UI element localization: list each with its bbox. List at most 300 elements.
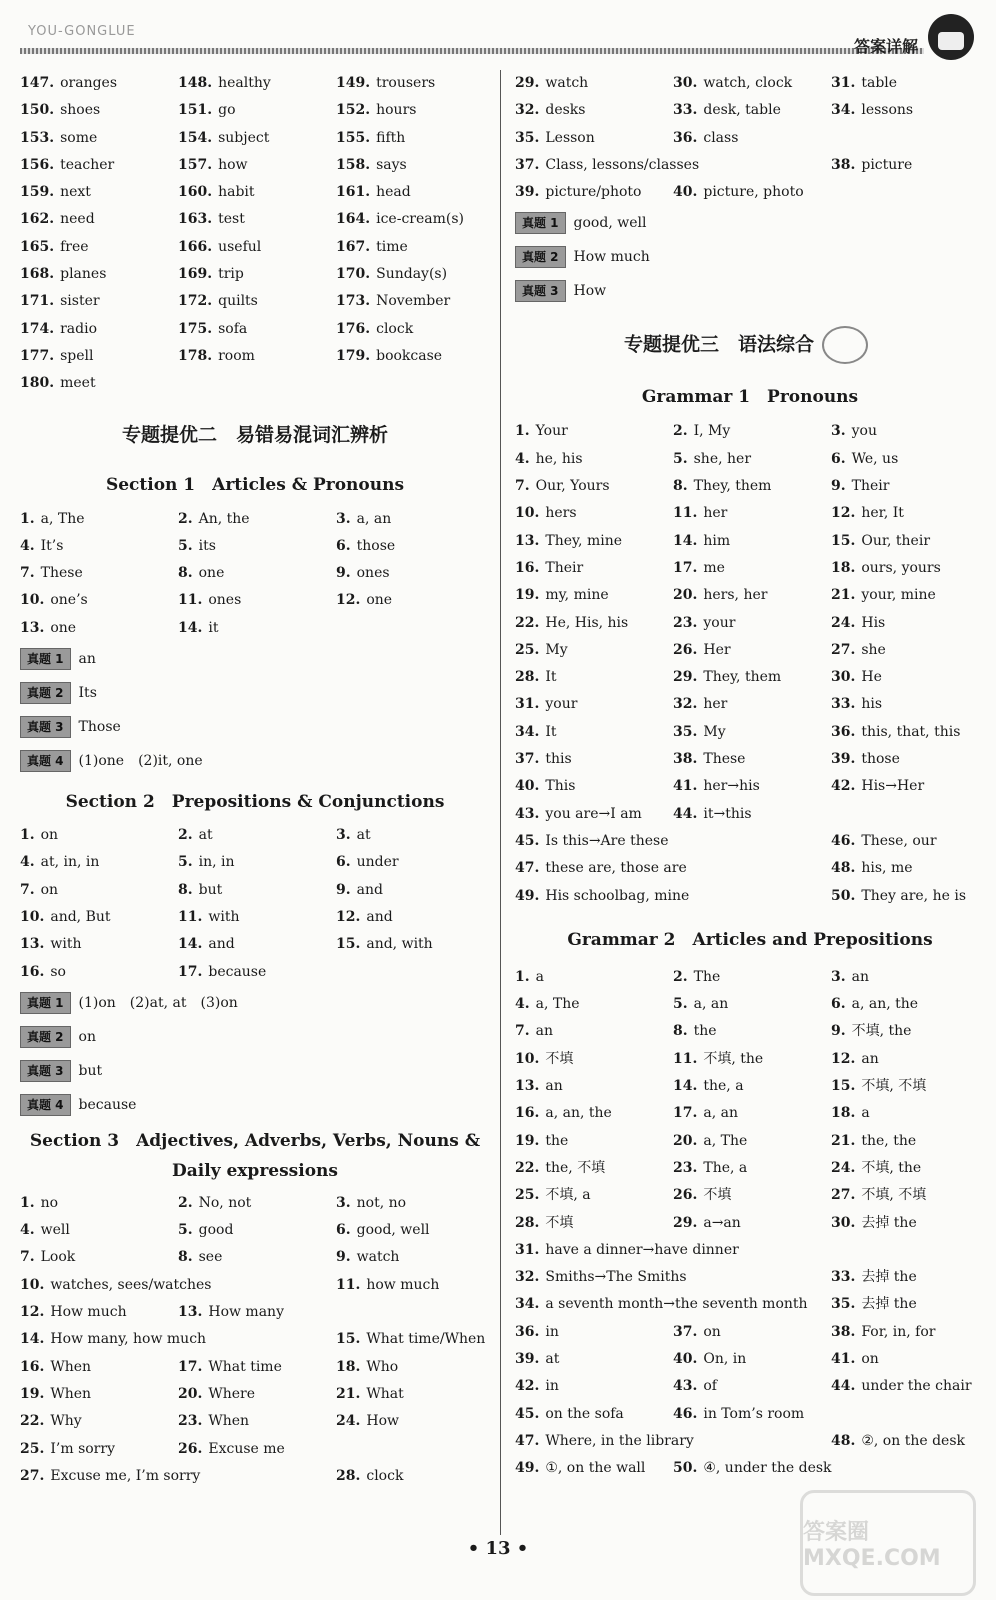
answer-number: 37. xyxy=(515,751,540,768)
answer-item xyxy=(515,1100,673,1127)
answer-number: 41. xyxy=(673,778,698,795)
section1-title: Section 1 Articles & Pronouns xyxy=(105,474,405,495)
answer-number: 43. xyxy=(515,805,540,822)
answer-item xyxy=(178,70,336,97)
answer-text: Who xyxy=(366,1358,399,1375)
answer-item xyxy=(336,179,490,206)
answer-number: 167. xyxy=(336,238,371,255)
answer-number: 4. xyxy=(20,854,35,871)
answer-item xyxy=(831,1018,985,1045)
answer-item xyxy=(20,179,178,206)
exam-answer-row xyxy=(20,986,490,1020)
answer-number: 6. xyxy=(336,1222,351,1239)
answer-number: 21. xyxy=(831,587,856,604)
answer-text: time xyxy=(376,238,408,255)
answer-number: 14. xyxy=(673,1078,698,1095)
answer-text: on the sofa xyxy=(545,1405,624,1422)
section2-exam-answers xyxy=(20,986,490,1122)
answer-item xyxy=(178,288,336,315)
answer-item xyxy=(673,1182,831,1209)
answer-item xyxy=(336,1354,490,1381)
answer-item xyxy=(336,904,490,931)
answer-number: 3. xyxy=(831,968,846,985)
answer-text: What time/When xyxy=(366,1331,486,1348)
answer-item xyxy=(336,1272,490,1299)
answer-number: 22. xyxy=(20,1413,45,1430)
answer-item xyxy=(178,261,336,288)
answer-text: a, an, the xyxy=(851,996,919,1013)
answer-text: under xyxy=(356,854,399,871)
answer-item xyxy=(20,1463,336,1490)
right-column xyxy=(515,70,985,1482)
exam-answer-text: Its xyxy=(78,685,97,702)
answer-number: 34. xyxy=(515,723,540,740)
exam-answer-row xyxy=(20,1054,490,1088)
answer-item xyxy=(515,1291,831,1318)
answer-item xyxy=(831,664,985,691)
exam-tag-badge: 真题 2 xyxy=(20,1026,71,1048)
answer-item xyxy=(336,822,490,849)
answer-item xyxy=(178,1190,336,1217)
answer-text: healthy xyxy=(218,75,271,91)
answer-item xyxy=(831,1182,985,1209)
answer-number: 170. xyxy=(336,266,371,283)
answer-number: 44. xyxy=(673,805,698,822)
answer-text: My xyxy=(545,641,568,658)
answer-text: you are→I am xyxy=(545,805,642,822)
answer-item xyxy=(336,261,490,288)
answer-item xyxy=(673,1128,831,1155)
answer-number: 14. xyxy=(178,936,203,953)
answer-item xyxy=(20,615,178,642)
exam-tag-badge: 真题 4 xyxy=(20,1094,71,1116)
answer-text: him xyxy=(703,532,731,549)
answer-item xyxy=(673,473,831,500)
answer-number: 15. xyxy=(831,532,856,549)
answer-text: Their xyxy=(851,478,890,495)
answer-text: He xyxy=(861,669,882,686)
answer-number: 31. xyxy=(515,696,540,713)
answer-item xyxy=(20,316,178,343)
answer-item xyxy=(673,1100,831,1127)
answer-text: she xyxy=(861,641,886,658)
answer-item xyxy=(178,97,336,124)
answer-number: 1. xyxy=(20,1194,35,1211)
answer-number: 36. xyxy=(831,723,856,740)
answer-text: the, 不填 xyxy=(545,1159,606,1176)
answer-item xyxy=(20,959,178,986)
answer-item xyxy=(515,1455,673,1482)
section-title-2: 专题提优二 易错易混词汇辨析 xyxy=(121,423,388,446)
answer-number: 6. xyxy=(336,854,351,871)
answer-text: Look xyxy=(40,1249,76,1266)
answer-item xyxy=(515,1182,673,1209)
answer-item xyxy=(336,560,490,587)
answer-number: 29. xyxy=(515,75,540,91)
answer-number: 19. xyxy=(515,587,540,604)
answer-number: 46. xyxy=(673,1405,698,1422)
answer-text: it xyxy=(208,619,219,636)
answer-text: not, no xyxy=(356,1194,407,1211)
answer-item xyxy=(178,560,336,587)
answer-text: its xyxy=(198,537,216,554)
answer-text: ones xyxy=(356,565,390,582)
answer-item xyxy=(673,528,831,555)
exam-tag-badge: 真题 2 xyxy=(20,682,71,704)
answer-text: trousers xyxy=(376,75,436,91)
answer-text: 去掉 the xyxy=(861,1269,917,1286)
answer-number: 30. xyxy=(673,75,698,91)
answer-number: 168. xyxy=(20,266,55,283)
section-title-3 xyxy=(515,326,985,362)
answer-text: with xyxy=(208,908,240,925)
exam-answer-text: (1)one (2)it, one xyxy=(78,753,203,770)
answer-item xyxy=(673,1319,831,1346)
answer-item xyxy=(20,125,178,152)
answer-number: 42. xyxy=(515,1378,540,1395)
answer-item xyxy=(831,1100,985,1127)
answer-text: The xyxy=(693,968,721,985)
answer-number: 11. xyxy=(336,1276,361,1293)
answer-number: 34. xyxy=(831,102,856,119)
answer-text: These, our xyxy=(861,832,937,849)
answer-item xyxy=(336,97,490,124)
exam-tag-badge: 真题 3 xyxy=(515,280,566,302)
answer-number: 18. xyxy=(831,559,856,576)
answer-text: clock xyxy=(376,320,414,337)
answer-item xyxy=(673,1073,831,1100)
answer-item xyxy=(831,1346,985,1373)
answer-number: 30. xyxy=(831,1214,856,1231)
answer-text: at xyxy=(356,827,371,844)
answer-number: 1. xyxy=(515,968,530,985)
exam-answers-top xyxy=(515,206,985,308)
answer-item xyxy=(336,849,490,876)
answer-text: it→this xyxy=(703,805,752,822)
answer-item xyxy=(515,773,673,800)
answer-text: his xyxy=(861,696,883,713)
answer-text: a, The xyxy=(40,510,85,527)
answer-item xyxy=(831,964,985,991)
answer-item xyxy=(20,1436,178,1463)
answer-number: 7. xyxy=(20,565,35,582)
answer-text: her xyxy=(703,696,728,713)
answer-item xyxy=(20,343,178,370)
answer-number: 12. xyxy=(336,908,361,925)
answer-item xyxy=(515,582,673,609)
answer-text: so xyxy=(50,963,66,980)
answer-number: 38. xyxy=(831,156,856,173)
exam-answer-text: Those xyxy=(78,719,121,736)
answer-number: 27. xyxy=(20,1467,45,1484)
answer-text: teacher xyxy=(60,156,115,173)
answer-text: one xyxy=(366,592,393,609)
answer-text: a, an xyxy=(703,1105,738,1122)
answer-item xyxy=(20,904,178,931)
answer-text: an xyxy=(851,968,869,985)
answer-number: 9. xyxy=(336,565,351,582)
answer-item xyxy=(178,1299,490,1326)
answer-item xyxy=(515,1073,673,1100)
answer-number: 31. xyxy=(515,1241,540,1258)
answer-text: trip xyxy=(218,266,244,283)
answer-number: 12. xyxy=(831,505,856,522)
answer-item xyxy=(178,877,336,904)
answer-number: 25. xyxy=(515,1187,540,1204)
answer-item xyxy=(178,587,336,614)
answer-item xyxy=(515,610,673,637)
answer-number: 1. xyxy=(515,423,530,440)
answer-text: a, an xyxy=(693,996,729,1013)
answer-item xyxy=(673,97,831,124)
answer-item xyxy=(515,719,673,746)
exam-answer-text: because xyxy=(78,1096,137,1113)
answer-text: clock xyxy=(366,1467,404,1484)
answer-item xyxy=(831,1155,985,1182)
answer-number: 43. xyxy=(673,1378,698,1395)
answer-text: you xyxy=(851,423,877,440)
answer-text: her→his xyxy=(703,778,760,795)
answer-text: at, in, in xyxy=(40,854,100,871)
answer-text: ours, yours xyxy=(861,559,941,576)
answer-number: 35. xyxy=(673,723,698,740)
answer-number: 4. xyxy=(515,996,530,1013)
exam-answer-row xyxy=(20,710,490,744)
answer-text: but xyxy=(198,881,223,898)
answer-number: 11. xyxy=(673,1050,698,1067)
answer-number: 14. xyxy=(673,532,698,549)
answer-item xyxy=(336,877,490,904)
answer-text: For, in, for xyxy=(861,1323,936,1340)
answer-text: Excuse me xyxy=(208,1440,285,1457)
answer-text: at xyxy=(545,1350,560,1367)
answer-text: this xyxy=(545,751,572,768)
answer-number: 47. xyxy=(515,1432,540,1449)
answer-item xyxy=(178,959,336,986)
answer-item xyxy=(515,1401,673,1428)
answer-item xyxy=(515,70,673,97)
answer-item xyxy=(515,1128,673,1155)
answer-item xyxy=(831,1210,985,1237)
answer-text: her, It xyxy=(861,505,904,522)
answer-number: 13. xyxy=(20,936,45,953)
answer-text: head xyxy=(376,184,411,201)
answer-number: 6. xyxy=(831,996,846,1013)
answer-item xyxy=(20,288,178,315)
answer-text: 不填 xyxy=(545,1214,574,1231)
exam-answer-text: How much xyxy=(573,249,650,266)
answer-text: under the chair xyxy=(861,1378,972,1395)
answer-text: They, mine xyxy=(545,532,623,549)
answer-number: 37. xyxy=(515,156,540,173)
answer-item xyxy=(178,822,336,849)
answer-item xyxy=(515,883,831,910)
answer-number: 9. xyxy=(336,881,351,898)
answer-number: 7. xyxy=(515,1023,530,1040)
answer-number: 12. xyxy=(336,592,361,609)
answer-number: 28. xyxy=(515,669,540,686)
answer-text: need xyxy=(60,211,95,228)
answer-number: 3. xyxy=(831,423,846,440)
exam-answer-row xyxy=(20,1088,490,1122)
answer-number: 25. xyxy=(20,1440,45,1457)
answer-text: His→Her xyxy=(861,778,925,795)
answer-number: 17. xyxy=(178,1358,203,1375)
left-column xyxy=(20,70,490,1490)
answer-number: 5. xyxy=(673,450,688,467)
answer-number: 17. xyxy=(673,559,698,576)
answer-number: 48. xyxy=(831,1432,856,1449)
answer-item xyxy=(515,746,673,773)
answer-item xyxy=(831,1046,985,1073)
answer-text: It’s xyxy=(40,537,64,554)
answer-item xyxy=(515,1264,831,1291)
answer-item xyxy=(336,206,490,233)
answer-text: Her xyxy=(703,641,731,658)
answer-text: a seventh month→the seventh month xyxy=(545,1296,808,1313)
answer-item xyxy=(515,828,831,855)
answer-text: and, But xyxy=(50,908,111,925)
answer-item xyxy=(178,152,336,179)
answer-text: Sunday(s) xyxy=(376,266,448,283)
answer-item xyxy=(178,179,336,206)
exam-answer-text: an xyxy=(78,651,96,668)
answer-text: They are, he is xyxy=(861,887,966,904)
answer-number: 178. xyxy=(178,347,213,364)
answer-text: picture xyxy=(861,156,913,173)
answer-item xyxy=(20,587,178,614)
answer-text: well xyxy=(40,1222,70,1239)
answer-number: 38. xyxy=(673,751,698,768)
answer-text: those xyxy=(356,537,396,554)
answer-item xyxy=(178,206,336,233)
answer-number: 3. xyxy=(336,827,351,844)
answer-text: When xyxy=(50,1385,92,1402)
answer-item xyxy=(336,931,490,958)
answer-text: on xyxy=(703,1323,721,1340)
section2-answers xyxy=(20,822,490,986)
answer-text: the xyxy=(545,1132,569,1149)
answer-number: 35. xyxy=(831,1296,856,1313)
answer-text: His schoolbag, mine xyxy=(545,887,690,904)
answer-item xyxy=(336,1217,490,1244)
answer-item xyxy=(673,691,831,718)
answer-list-147-180 xyxy=(20,70,490,398)
answer-number: 45. xyxy=(515,832,540,849)
brand-logo: YOU-GONGLUE xyxy=(28,24,136,39)
answer-number: 26. xyxy=(673,1187,698,1204)
answer-text: These xyxy=(703,751,746,768)
page-header xyxy=(0,0,996,70)
answer-text: a, The xyxy=(535,996,580,1013)
answer-item xyxy=(20,1190,178,1217)
answer-item xyxy=(831,991,985,1018)
answer-text: your xyxy=(545,696,578,713)
answer-item xyxy=(515,97,673,124)
answer-text: How xyxy=(366,1413,399,1430)
answer-number: 38. xyxy=(831,1323,856,1340)
answer-text: They, them xyxy=(693,478,772,495)
answer-text: a→an xyxy=(703,1214,741,1231)
answer-text: of xyxy=(703,1378,717,1395)
answer-text: Why xyxy=(50,1413,82,1430)
answer-number: 8. xyxy=(178,881,193,898)
answer-text: Smiths→The Smiths xyxy=(545,1269,687,1286)
answer-text: watch xyxy=(545,75,589,91)
answer-text: because xyxy=(208,963,267,980)
answer-number: 39. xyxy=(515,184,540,201)
answer-item xyxy=(831,1291,985,1318)
answer-text: How much xyxy=(50,1304,127,1321)
answer-number: 37. xyxy=(673,1323,698,1340)
answer-text: subject xyxy=(218,129,270,146)
exam-tag-badge: 真题 3 xyxy=(20,1060,71,1082)
exam-answer-text: good, well xyxy=(573,215,647,232)
answer-number: 21. xyxy=(831,1132,856,1149)
answer-text: my, mine xyxy=(545,587,609,604)
answer-number: 7. xyxy=(20,1249,35,1266)
answer-text: 不填, the xyxy=(851,1023,912,1040)
answer-number: 161. xyxy=(336,184,371,201)
answer-number: 14. xyxy=(178,619,203,636)
answer-item xyxy=(831,1128,985,1155)
answer-item xyxy=(831,828,985,855)
answer-number: 174. xyxy=(20,320,55,337)
answer-item xyxy=(20,1217,178,1244)
mascot-icon xyxy=(928,14,974,60)
answer-number: 2. xyxy=(673,968,688,985)
answer-item xyxy=(515,179,673,206)
answer-number: 155. xyxy=(336,129,371,146)
answer-number: 40. xyxy=(673,184,698,201)
answer-text: I’m sorry xyxy=(50,1440,115,1457)
exam-tag-badge: 真题 3 xyxy=(20,716,71,738)
answer-item xyxy=(178,234,336,261)
answer-number: 2. xyxy=(178,510,193,527)
answer-number: 15. xyxy=(336,1331,361,1348)
answer-number: 28. xyxy=(336,1467,361,1484)
answer-text: fifth xyxy=(376,129,406,146)
answer-number: 34. xyxy=(515,1296,540,1313)
section3-answers xyxy=(20,1190,490,1490)
answer-item xyxy=(178,125,336,152)
answer-text: and xyxy=(366,908,393,925)
answer-text: My xyxy=(703,723,726,740)
answer-text: His xyxy=(861,614,886,631)
answer-text: the, the xyxy=(861,1132,917,1149)
answer-number: 39. xyxy=(515,1350,540,1367)
answer-text: Our, Yours xyxy=(535,478,610,495)
exam-answer-row xyxy=(20,1020,490,1054)
exam-answer-row xyxy=(20,744,490,778)
answer-item xyxy=(336,234,490,261)
answer-number: 22. xyxy=(515,614,540,631)
answer-item xyxy=(515,1018,673,1045)
answer-number: 40. xyxy=(673,1350,698,1367)
answer-text: on xyxy=(40,881,59,898)
answer-item xyxy=(20,1299,178,1326)
answer-text: Where, in the library xyxy=(545,1432,694,1449)
answer-item xyxy=(515,964,673,991)
answer-item xyxy=(336,1463,490,1490)
answer-item xyxy=(336,125,490,152)
answer-number: 10. xyxy=(20,592,45,609)
header-tag: 答案详解 xyxy=(853,37,918,56)
answer-item xyxy=(20,234,178,261)
answer-item xyxy=(178,316,336,343)
answer-text: in xyxy=(545,1378,559,1395)
answer-number: 22. xyxy=(515,1159,540,1176)
